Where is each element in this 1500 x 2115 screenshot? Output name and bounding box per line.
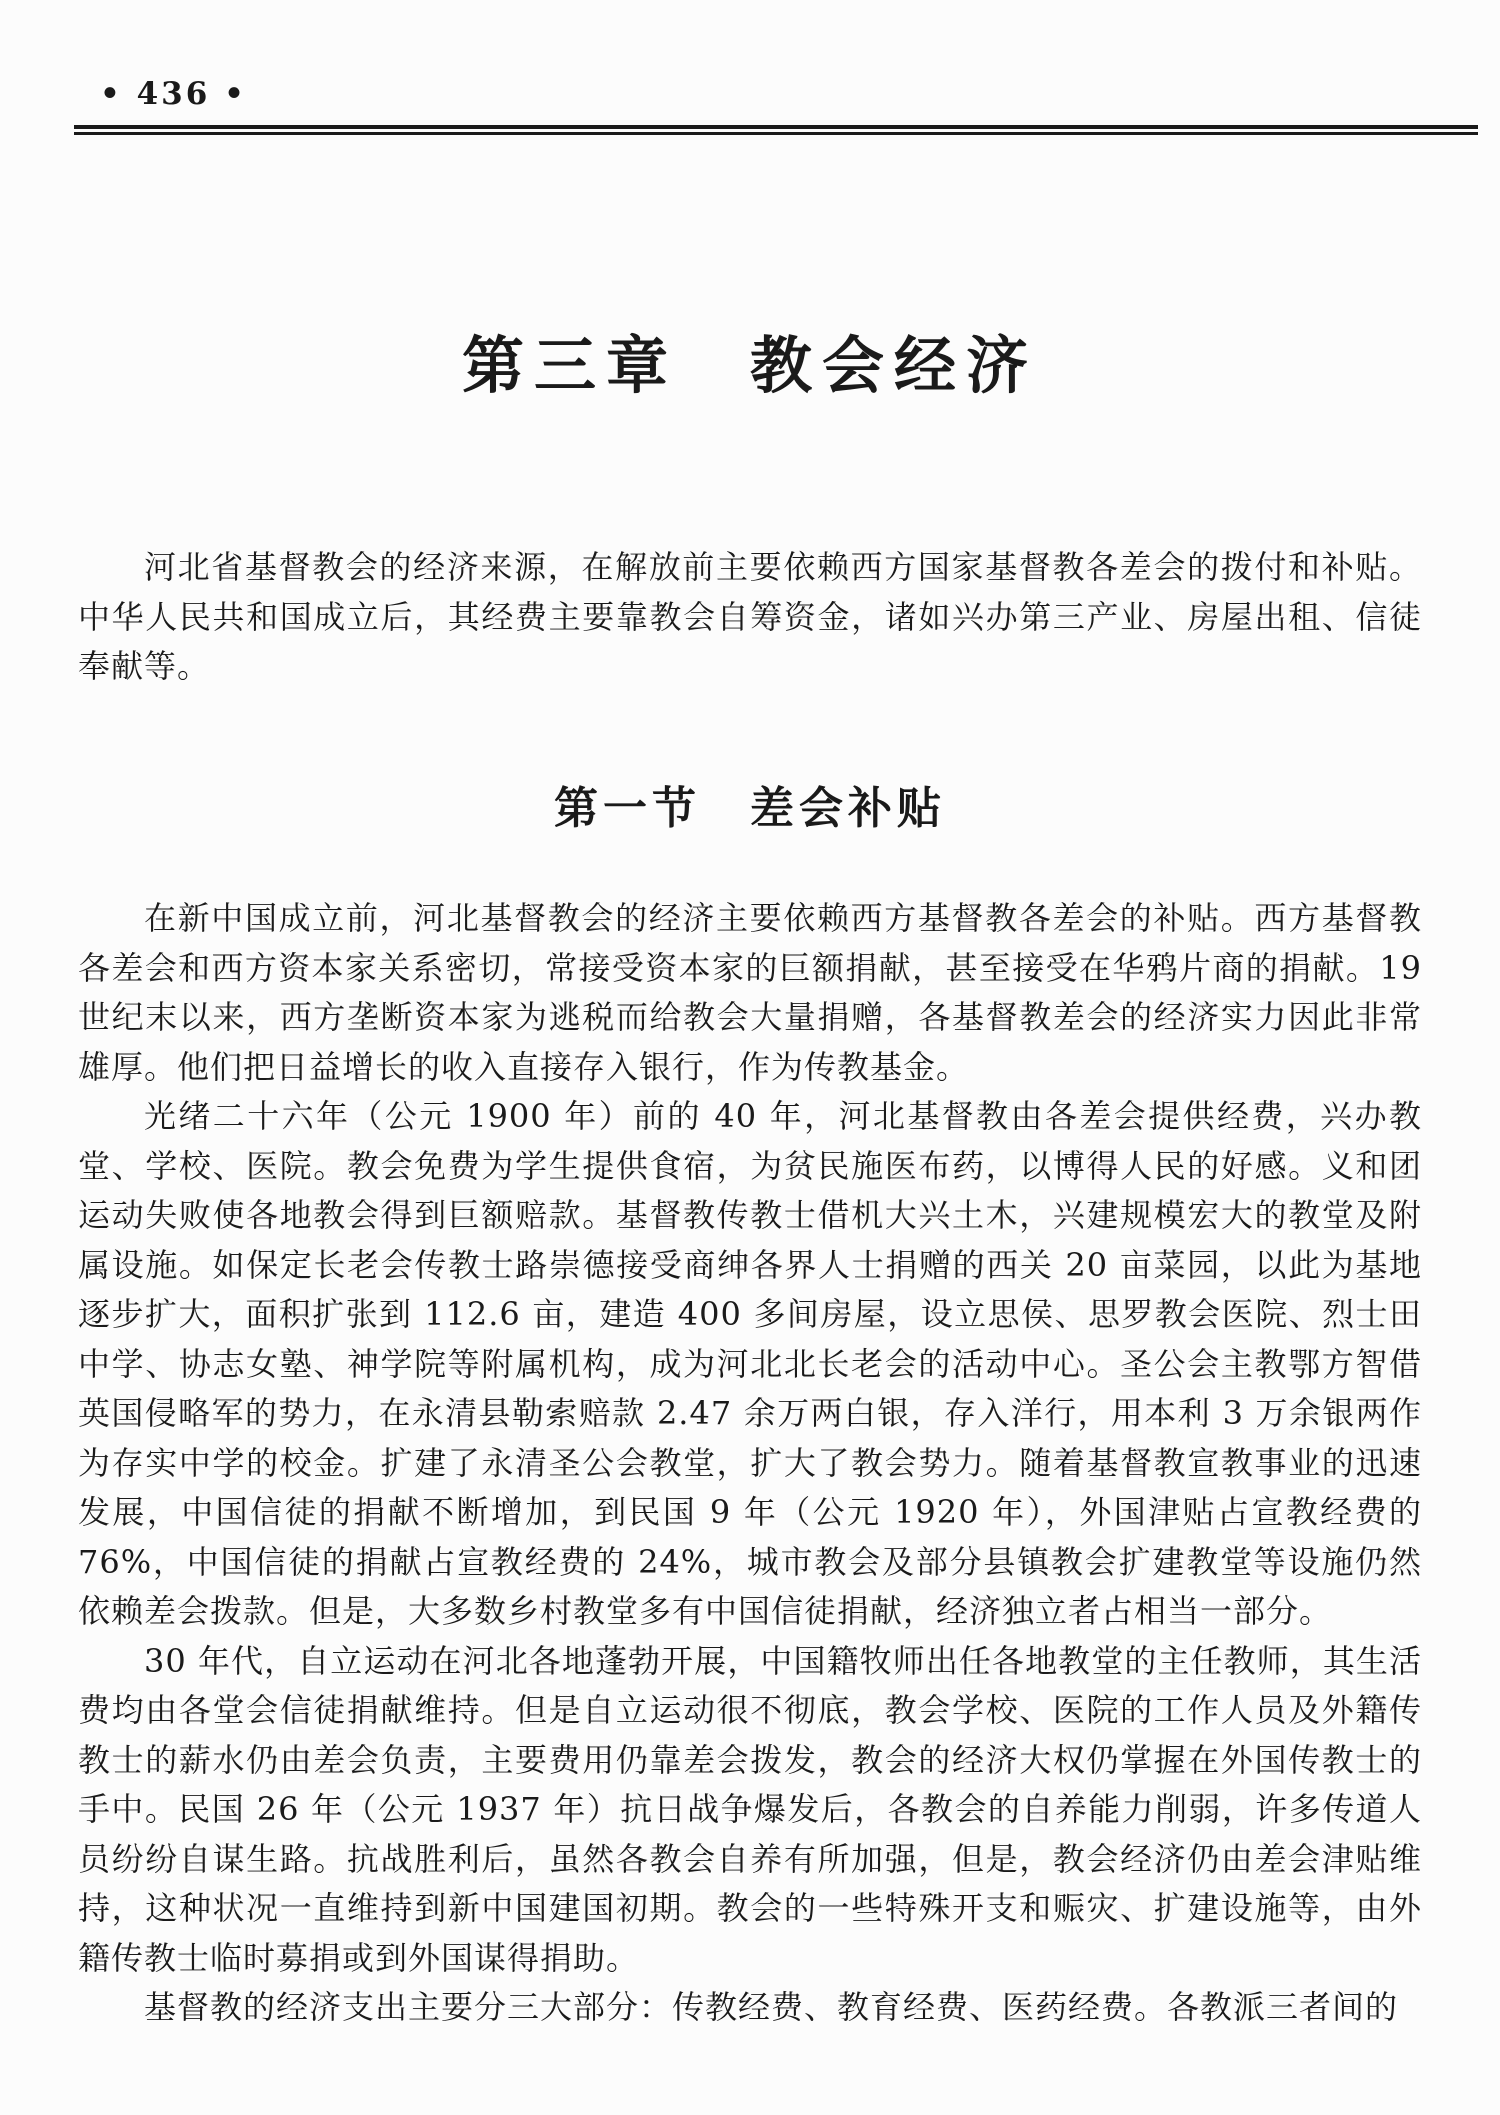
section-title: 第一节 差会补贴 [554,783,946,834]
intro-paragraph: 河北省基督教会的经济来源，在解放前主要依赖西方国家基督教各差会的拨付和补贴。中华人民共和国成立后，其经费主要靠教会自筹资金，诸如兴办第三产业、房屋出租、信徒奉献等。 [78,548,1422,685]
body-block [78,894,1422,2033]
body-paragraph-4: 基督教的经济支出主要分三大部分：传教经费、教育经费、医药经费。各教派三者间的 [144,1988,1399,2026]
header-double-rule [74,125,1478,135]
body-paragraph-2: 光绪二十六年（公元 1900 年）前的 40 年，河北基督教由各差会提供经费，兴办教堂、学校、医院。教会免费为学生提供食宿，为贫民施医布药，以博得人民的好感。义和团运动失败使各地教会得到巨额赔款。基督教传教士借机大兴土木，兴建规模宏大的教堂及附属设施。如保定长老会传教士路崇德接受商绅各界人士捐赠的西关 20 亩菜园，以此为基地逐步扩大，面积扩张到 112.6 亩，建造 400 多间房屋，设立思侯、思罗教会医院、烈士田中学、协志女塾、神学院等附属机构，成为河北北长老会的活动中心。圣公会主教鄂方智借英国侵略军的势力，在永清县勒索赔款 2.47 余万两白银，存入洋行，用本利 3 万余银两作为存实中学的校金。扩建了永清圣公会教堂，扩大了教会势力。随着基督教宣教事业的迅速发展，中国信徒的捐献不断增加，到民国 9 年（公元 1920 年），外国津贴占宣教经费的 76%，中国信徒的捐献占宣教经费的 24%，城市教会及部分县镇教会扩建教堂等设施仍然依赖差会拨款。但是，大多数乡村教堂多有中国信徒捐献，经济独立者占相当一部分。 [78,1097,1422,1630]
chapter-title: 第三章 教会经济 [461,329,1038,402]
intro-block [78,543,1422,692]
page-number: • 436 • [100,76,247,112]
body-paragraph-1: 在新中国成立前，河北基督教会的经济主要依赖西方基督教各差会的补贴。西方基督教各差会和西方资本家关系密切，常接受资本家的巨额捐献，甚至接受在华鸦片商的捐献。19世纪末以来，西方垄断资本家为逃税而给教会大量捐赠，各基督教差会的经济实力因此非常雄厚。他们把日益增长的收入直接存入银行，作为传教基金。 [78,899,1422,1086]
body-paragraph-3: 30 年代，自立运动在河北各地蓬勃开展，中国籍牧师出任各地教堂的主任教师，其生活费均由各堂会信徒捐献维持。但是自立运动很不彻底，教会学校、医院的工作人员及外籍传教士的薪水仍由差会负责，主要费用仍靠差会拨发，教会的经济大权仍掌握在外国传教士的手中。民国 26 年（公元 1937 年）抗日战争爆发后，各教会的自养能力削弱，许多传道人员纷纷自谋生路。抗战胜利后，虽然各教会自养有所加强，但是，教会经济仍由差会津贴维持，这种状况一直维持到新中国建国初期。教会的一些特殊开支和赈灾、扩建设施等，由外籍传教士临时募捐或到外国谋得捐助。 [78,1641,1422,1977]
